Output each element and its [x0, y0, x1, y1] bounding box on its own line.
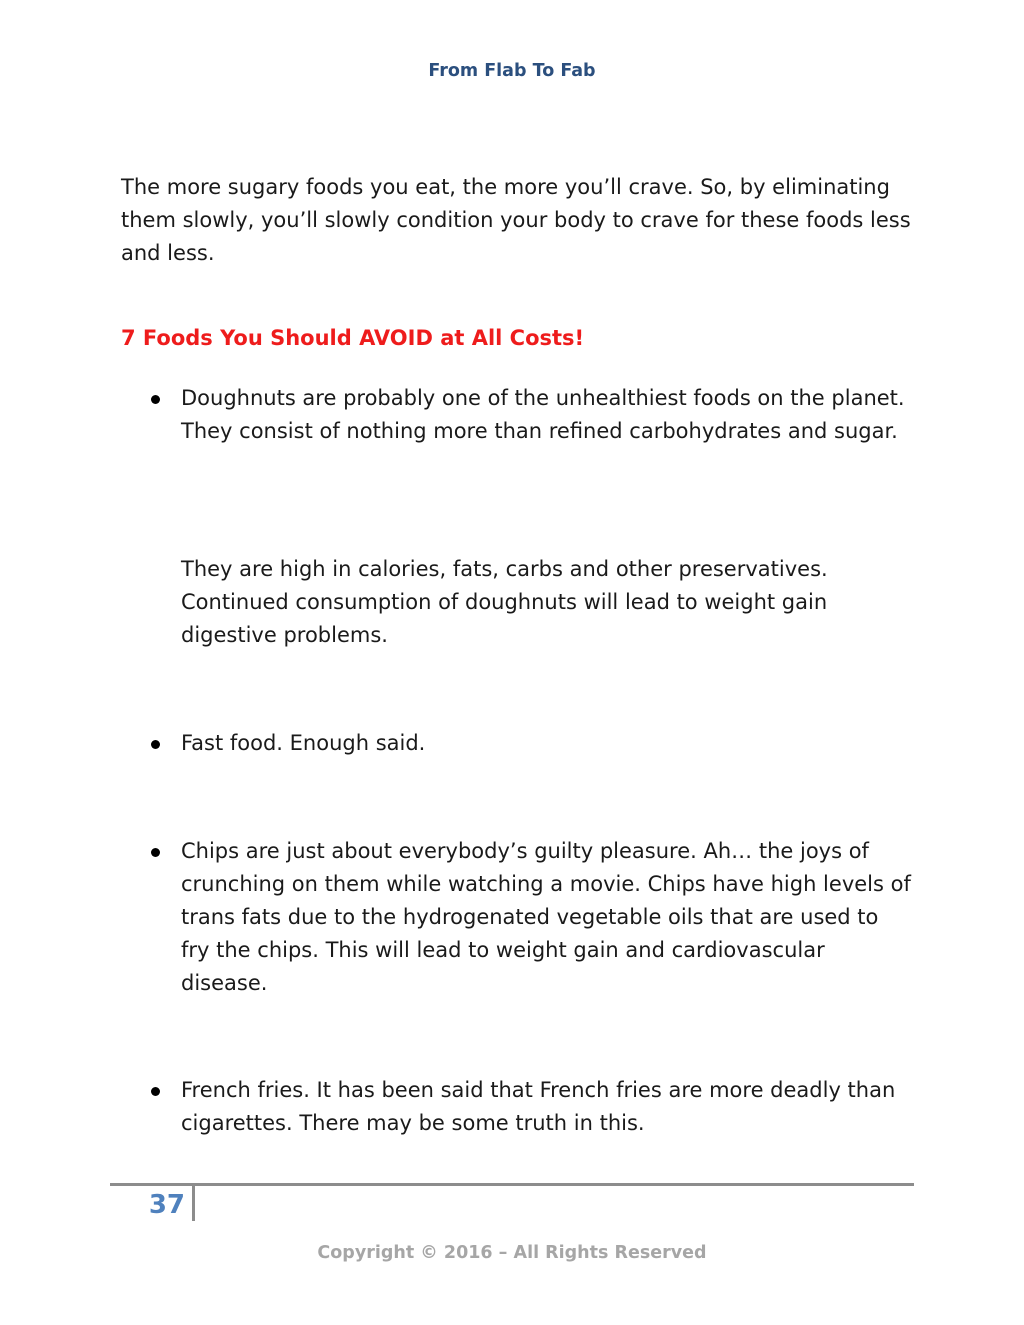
- bullet-icon: [151, 1087, 160, 1096]
- intro-paragraph: The more sugary foods you eat, the more you’ll crave. So, by eliminating them slowly, you’ll slowly condition your body to crave for these foods less and less.: [121, 175, 911, 265]
- footer-divider: [110, 1183, 914, 1186]
- list-item-text: French fries. It has been said that French fries are more deadly than cigarettes. There may be some truth in this.: [181, 1078, 896, 1135]
- page-number: 37: [148, 1190, 185, 1220]
- bullet-icon: [151, 740, 160, 749]
- list-item: [121, 727, 911, 760]
- header-title: From Flab To Fab: [428, 61, 596, 81]
- list-item-text: Doughnuts are probably one of the unhealthiest foods on the planet. They consist of nothing more than refined carbohydrates and sugar.: [181, 386, 905, 443]
- list-item-continuation: They are high in calories, fats, carbs and other preservatives. Continued consumption of doughnuts will lead to weight gain digestive problems.: [181, 557, 828, 647]
- list-item-text: Chips are just about everybody’s guilty pleasure. Ah… the joys of crunching on them while watching a movie. Chips have high levels of trans fats due to the hydrogenated vegetable oils that are used to fry the chips. This will lead to weight gain and cardiovascular disease.: [181, 839, 911, 995]
- section-heading: 7 Foods You Should AVOID at All Costs!: [121, 326, 585, 350]
- bullet-icon: [151, 848, 160, 857]
- list-item-text: Fast food. Enough said.: [181, 731, 426, 755]
- list-item: [121, 382, 911, 448]
- copyright-notice: Copyright © 2016 – All Rights Reserved: [317, 1243, 707, 1263]
- bullet-icon: [151, 395, 160, 404]
- list-item: [121, 1074, 911, 1140]
- list-item: [121, 835, 911, 1000]
- page-number-separator: [192, 1186, 195, 1221]
